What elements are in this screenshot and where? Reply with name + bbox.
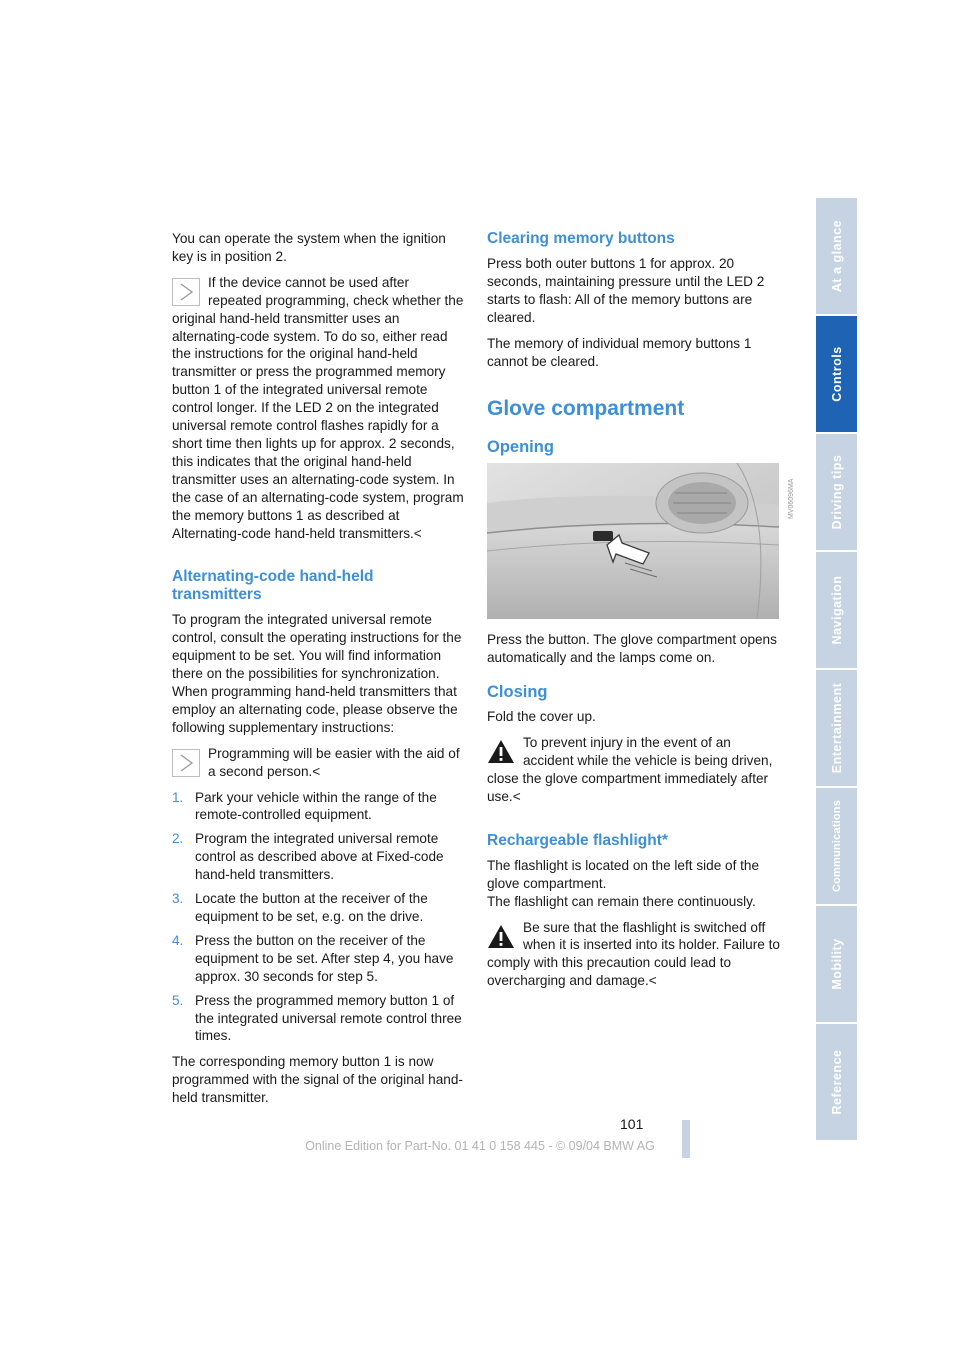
- warning-icon: [487, 738, 515, 766]
- step-number: 2.: [172, 831, 184, 847]
- warning-icon: [487, 923, 515, 951]
- step-text: Park your vehicle within the range of the remote-controlled equipment.: [195, 789, 437, 823]
- step-number: 1.: [172, 789, 184, 805]
- chapter-sidebar: [816, 198, 857, 1142]
- tab-label: Controls: [829, 346, 844, 402]
- heading-opening: Opening: [487, 438, 554, 457]
- closing-paragraph: Fold the cover up.: [487, 709, 596, 725]
- synchronization-paragraph: To program the integrated universal remote control, consult the operating instructions for the equipment to be set. You will find information there on the possibilities for synchronization.: [172, 612, 462, 682]
- ignition-paragraph: You can operate the system when the ignition key is in position 2.: [172, 231, 446, 264]
- warning-flashlight: [487, 919, 780, 991]
- tab-communications[interactable]: [816, 788, 857, 906]
- note-second-person: [172, 745, 464, 781]
- tab-label: Entertainment: [829, 682, 844, 774]
- step-text: Locate the button at the receiver of the equipment to be set, e.g. on the drive.: [195, 891, 428, 924]
- tab-entertainment[interactable]: [816, 670, 857, 788]
- step-text: Press the button on the receiver of the equipment to be set. After step 4, you have approx. 30 seconds for step 5.: [195, 932, 454, 984]
- tab-label: At a glance: [829, 219, 844, 293]
- list-item: [172, 789, 464, 825]
- page-number: 101: [620, 1116, 644, 1132]
- heading-alternating-code: Alternating-code hand-held transmitters: [172, 568, 374, 604]
- tab-label: Mobility: [829, 938, 844, 990]
- clearing-paragraph: Press both outer buttons 1 for approx. 20 seconds, maintaining pressure until the LED 2 starts to flash: All of the memory buttons are cleared.: [487, 256, 765, 325]
- heading-glove-compartment: Glove compartment: [487, 397, 685, 421]
- note-second-person-text: Programming will be easier with the aid of a second person.<: [208, 745, 460, 779]
- heading-rechargeable-flashlight: Rechargeable flashlight*: [487, 831, 668, 849]
- tab-driving-tips[interactable]: [816, 434, 857, 552]
- footer-edition: Online Edition for Part-No. 01 41 0 158 445 - © 09/04 BMW AG: [305, 1139, 655, 1153]
- list-item: [172, 830, 464, 884]
- note-programming: [172, 274, 464, 543]
- step-number: 3.: [172, 891, 184, 907]
- step-number: 5.: [172, 992, 184, 1008]
- glove-compartment-illustration: [487, 463, 779, 619]
- warning-closing-text: To prevent injury in the event of an accident while the vehicle is being driven, close the glove compartment immediately after use.<: [487, 735, 773, 804]
- individual-memory-paragraph: The memory of individual memory buttons 1 cannot be cleared.: [487, 335, 752, 369]
- figure-code: MV06096MA: [788, 478, 795, 520]
- tab-mobility[interactable]: [816, 906, 857, 1024]
- note-arrow-icon: [172, 749, 200, 777]
- step-text: Program the integrated universal remote control as described above at Fixed-code hand-held transmitters.: [195, 831, 444, 883]
- tab-label: Communications: [830, 799, 843, 893]
- flashlight-continuous-paragraph: The flashlight can remain there continuously.: [487, 893, 756, 909]
- glove-compartment-figure: [487, 463, 795, 619]
- warning-flashlight-text: Be sure that the flashlight is switched off when it is inserted into its holder. Failure to comply with this precaution could lead to overcharging and damage.<: [487, 919, 780, 989]
- tab-label: Driving tips: [829, 454, 844, 530]
- flashlight-location-paragraph: The flashlight is located on the left side of the glove compartment.: [487, 857, 760, 891]
- step-number: 4.: [172, 932, 184, 948]
- tab-controls[interactable]: [816, 316, 857, 434]
- tab-at-a-glance[interactable]: [816, 198, 857, 316]
- tab-label: Navigation: [829, 575, 844, 645]
- warning-closing: [487, 734, 780, 806]
- tab-reference[interactable]: [816, 1024, 857, 1142]
- left-column: [172, 230, 464, 1115]
- list-item: [172, 890, 464, 926]
- tab-label: Reference: [829, 1049, 844, 1115]
- heading-closing: Closing: [487, 683, 548, 702]
- tab-navigation[interactable]: [816, 552, 857, 670]
- memory-button-paragraph: The corresponding memory button 1 is now programmed with the signal of the original hand-held transmitter.: [172, 1054, 463, 1106]
- list-item: [172, 932, 464, 986]
- note-arrow-icon: [172, 278, 200, 306]
- programming-steps: [172, 789, 464, 1046]
- step-text: Press the programmed memory button 1 of the integrated universal remote control three times.: [195, 992, 462, 1044]
- supplementary-paragraph: When programming hand-held transmitters that employ an alternating code, please observe the following supplementary instructions:: [172, 684, 458, 735]
- opening-paragraph: Press the button. The glove compartment opens automatically and the lamps come on.: [487, 632, 777, 666]
- heading-clearing-memory: Clearing memory buttons: [487, 230, 675, 247]
- list-item: [172, 992, 464, 1046]
- note-programming-text: If the device cannot be used after repeated programming, check whether the original hand-held transmitter uses an alternating-code system. To do so, either read the instructions for the original hand-held transmitter or press the programmed memory button 1 of the integrated universal remote control longer. If the LED 2 on the integrated universal remote control flashes rapidly for a short time then lights up for approx. 2 seconds, this indicates that the original hand-held transmitter uses an alternating-code system. In the case of an alternating-code system, program the memory buttons 1 as described at Alternating-code hand-held transmitters.<: [172, 274, 464, 541]
- right-column: [487, 230, 795, 998]
